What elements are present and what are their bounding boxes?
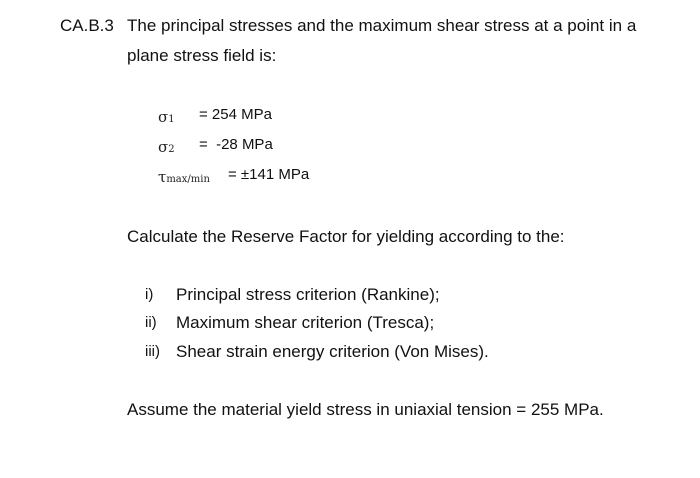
sigma-1-symbol: σ1 [158,108,175,126]
criterion-1-marker: i) [145,286,154,303]
problem-id: CA.B.3 [60,16,114,35]
sigma-2-value: = -28 MPa [199,136,273,153]
criterion-2-text: Maximum shear criterion (Tresca); [176,313,435,332]
criterion-1-text: Principal stress criterion (Rankine); [176,285,440,304]
sigma-1-value: = 254 MPa [199,106,272,123]
instruction-text: Calculate the Reserve Factor for yielding according to the: [127,227,565,246]
criterion-3-text: Shear strain energy criterion (Von Mises). [176,342,489,361]
problem-statement-line-1: The principal stresses and the maximum shear stress at a point in a [127,16,637,35]
tau-maxmin-symbol: τmax/min [158,168,210,186]
assumption-text: Assume the material yield stress in uniaxial tension = 255 MPa. [127,400,604,419]
tau-maxmin-value: = ±141 MPa [228,166,310,183]
criterion-2-marker: ii) [145,314,157,331]
criterion-3-marker: iii) [145,343,160,360]
sigma-2-symbol: σ2 [158,138,175,156]
problem-statement-line-2: plane stress field is: [127,46,277,65]
